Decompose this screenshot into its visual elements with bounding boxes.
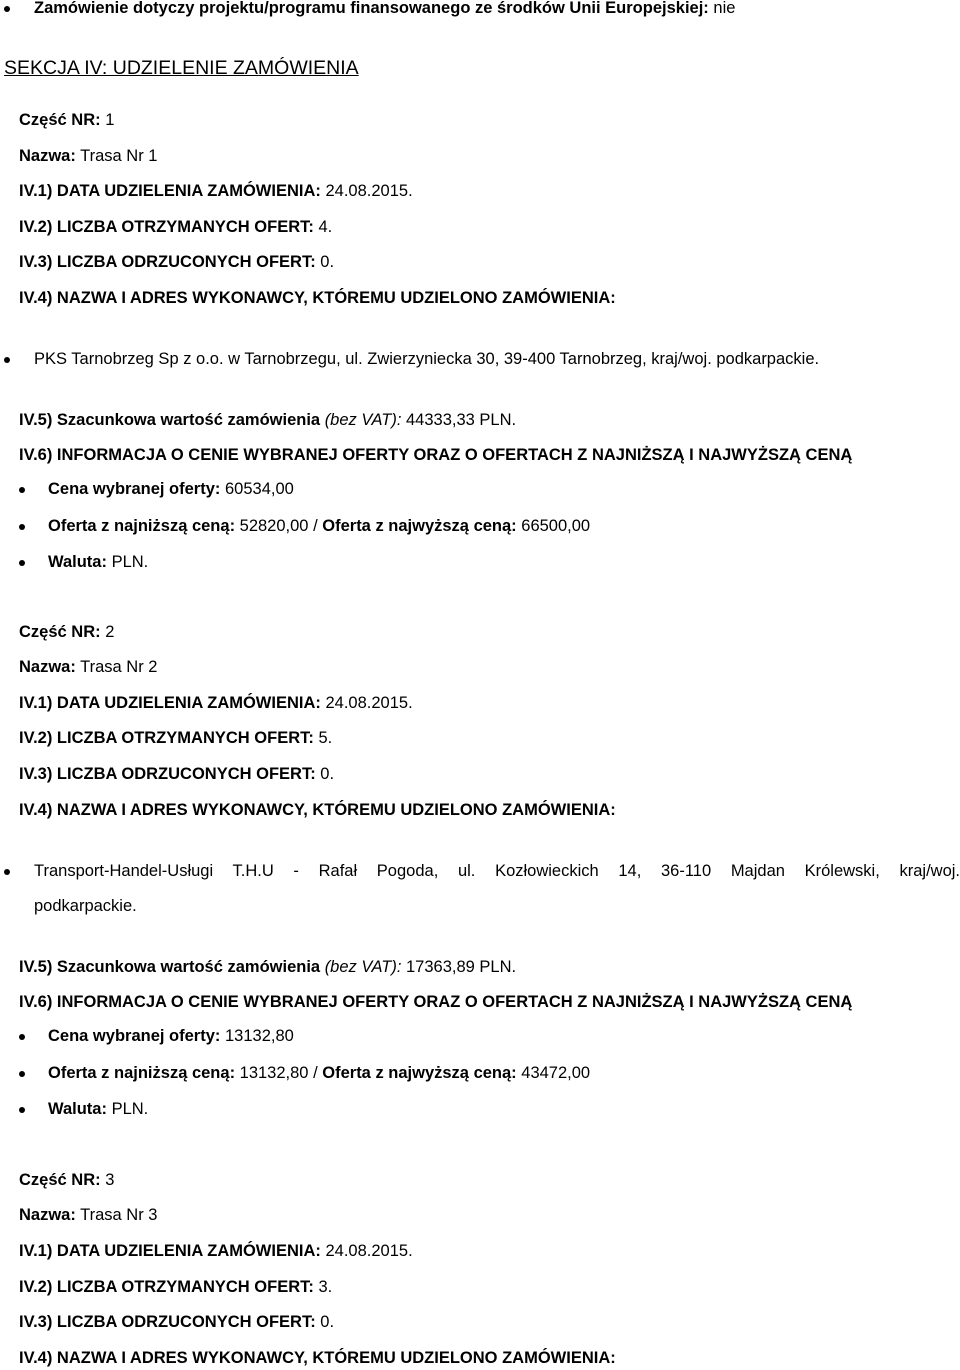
part-label: Część NR: bbox=[19, 623, 101, 641]
currency-value: PLN. bbox=[111, 1100, 149, 1118]
eu-funding-value: nie bbox=[713, 0, 736, 17]
offers-count-line bbox=[19, 728, 332, 748]
offers-count-label: IV.2) LICZBA OTRZYMANYCH OFERT: bbox=[19, 218, 314, 236]
award-date-line bbox=[19, 1241, 413, 1261]
price-separator: / bbox=[313, 1064, 318, 1082]
eu-funding-label: Zamówienie dotyczy projektu/programu finansowanego ze środków Unii Europejskiej: bbox=[34, 0, 709, 17]
bullet-icon bbox=[4, 6, 10, 12]
award-date-label: IV.1) DATA UDZIELENIA ZAMÓWIENIA: bbox=[19, 1242, 321, 1260]
selected-price-label: Cena wybranej oferty: bbox=[48, 1027, 221, 1045]
rejected-count-line bbox=[19, 1312, 334, 1332]
section-title: SEKCJA IV: UDZIELENIE ZAMÓWIENIA bbox=[4, 57, 359, 79]
eu-funding-line bbox=[34, 0, 735, 18]
part-number-line bbox=[19, 1170, 114, 1190]
lowest-highest-line bbox=[48, 1063, 590, 1083]
offers-count-label: IV.2) LICZBA OTRZYMANYCH OFERT: bbox=[19, 729, 314, 747]
part-label: Część NR: bbox=[19, 1171, 101, 1189]
part-name: Trasa Nr 2 bbox=[80, 658, 158, 676]
bullet-icon bbox=[4, 869, 10, 875]
rejected-count-line bbox=[19, 764, 334, 784]
award-date-value: 24.08.2015. bbox=[325, 1242, 413, 1260]
part-name-line bbox=[19, 1205, 157, 1225]
bullet-icon bbox=[19, 1107, 25, 1113]
highest-price-value: 66500,00 bbox=[521, 517, 591, 535]
bullet-icon bbox=[19, 1071, 25, 1077]
highest-price-value: 43472,00 bbox=[521, 1064, 591, 1082]
offers-count-value: 4. bbox=[318, 218, 333, 236]
lowest-highest-line bbox=[48, 516, 590, 536]
estimate-label: IV.5) Szacunkowa wartość zamówienia bbox=[19, 411, 321, 429]
currency-line bbox=[48, 552, 148, 572]
offers-count-label: IV.2) LICZBA OTRZYMANYCH OFERT: bbox=[19, 1278, 314, 1296]
part-number-line bbox=[19, 110, 114, 130]
lowest-price-value: 52820,00 bbox=[239, 517, 309, 535]
contractor-heading: IV.4) NAZWA I ADRES WYKONAWCY, KTÓREMU UDZIELONO ZAMÓWIENIA: bbox=[19, 801, 616, 819]
estimate-vat-label: (bez VAT): bbox=[324, 411, 402, 429]
lowest-price-value: 13132,80 bbox=[239, 1064, 309, 1082]
award-date-label: IV.1) DATA UDZIELENIA ZAMÓWIENIA: bbox=[19, 694, 321, 712]
estimate-vat-label: (bez VAT): bbox=[324, 958, 402, 976]
contractor-address: Transport-Handel-Usługi T.H.U - Rafał Pogoda, ul. Kozłowieckich 14, 36-110 Majdan Królewski, kraj/woj. bbox=[34, 862, 960, 880]
award-date-value: 24.08.2015. bbox=[325, 182, 413, 200]
part-name-line bbox=[19, 657, 157, 677]
name-label: Nazwa: bbox=[19, 658, 76, 676]
award-date-label: IV.1) DATA UDZIELENIA ZAMÓWIENIA: bbox=[19, 182, 321, 200]
bullet-icon bbox=[19, 560, 25, 566]
rejected-count-line bbox=[19, 252, 334, 272]
award-date-value: 24.08.2015. bbox=[325, 694, 413, 712]
rejected-count-label: IV.3) LICZBA ODRZUCONYCH OFERT: bbox=[19, 1313, 316, 1331]
part-number: 3 bbox=[105, 1171, 115, 1189]
selected-price-value: 13132,80 bbox=[224, 1027, 294, 1045]
selected-price-value: 60534,00 bbox=[224, 480, 294, 498]
award-date-line bbox=[19, 693, 413, 713]
selected-price-line bbox=[48, 479, 294, 499]
rejected-count-value: 0. bbox=[320, 765, 335, 783]
part-name-line bbox=[19, 146, 157, 166]
estimate-line bbox=[19, 410, 516, 430]
currency-value: PLN. bbox=[111, 553, 149, 571]
currency-label: Waluta: bbox=[48, 553, 107, 571]
contractor-heading: IV.4) NAZWA I ADRES WYKONAWCY, KTÓREMU UDZIELONO ZAMÓWIENIA: bbox=[19, 289, 616, 307]
price-info-heading: IV.6) INFORMACJA O CENIE WYBRANEJ OFERTY ORAZ O OFERTACH Z NAJNIŻSZĄ I NAJWYŻSZĄ CENĄ bbox=[19, 446, 853, 464]
rejected-count-value: 0. bbox=[320, 1313, 335, 1331]
currency-line bbox=[48, 1099, 148, 1119]
contractor-address: PKS Tarnobrzeg Sp z o.o. w Tarnobrzegu, ul. Zwierzyniecka 30, 39-400 Tarnobrzeg, kraj/woj. podkarpackie. bbox=[34, 350, 820, 368]
offers-count-line bbox=[19, 1277, 332, 1297]
lowest-price-label: Oferta z najniższą ceną: bbox=[48, 1064, 236, 1082]
selected-price-line bbox=[48, 1026, 294, 1046]
contractor-heading: IV.4) NAZWA I ADRES WYKONAWCY, KTÓREMU UDZIELONO ZAMÓWIENIA: bbox=[19, 1349, 616, 1367]
part-number: 2 bbox=[105, 623, 115, 641]
rejected-count-label: IV.3) LICZBA ODRZUCONYCH OFERT: bbox=[19, 765, 316, 783]
estimate-label: IV.5) Szacunkowa wartość zamówienia bbox=[19, 958, 321, 976]
bullet-icon bbox=[19, 1034, 25, 1040]
price-info-heading: IV.6) INFORMACJA O CENIE WYBRANEJ OFERTY ORAZ O OFERTACH Z NAJNIŻSZĄ I NAJWYŻSZĄ CENĄ bbox=[19, 993, 853, 1011]
estimate-line bbox=[19, 957, 516, 977]
part-number: 1 bbox=[105, 111, 115, 129]
part-label: Część NR: bbox=[19, 111, 101, 129]
currency-label: Waluta: bbox=[48, 1100, 107, 1118]
part-number-line bbox=[19, 622, 114, 642]
bullet-icon bbox=[19, 524, 25, 530]
offers-count-line bbox=[19, 217, 332, 237]
rejected-count-value: 0. bbox=[320, 253, 335, 271]
bullet-icon bbox=[19, 487, 25, 493]
offers-count-value: 5. bbox=[318, 729, 333, 747]
rejected-count-label: IV.3) LICZBA ODRZUCONYCH OFERT: bbox=[19, 253, 316, 271]
contractor-address-cont: podkarpackie. bbox=[34, 897, 137, 915]
lowest-price-label: Oferta z najniższą ceną: bbox=[48, 517, 236, 535]
name-label: Nazwa: bbox=[19, 1206, 76, 1224]
price-separator: / bbox=[313, 517, 318, 535]
selected-price-label: Cena wybranej oferty: bbox=[48, 480, 221, 498]
name-label: Nazwa: bbox=[19, 147, 76, 165]
bullet-icon bbox=[4, 357, 10, 363]
offers-count-value: 3. bbox=[318, 1278, 333, 1296]
part-name: Trasa Nr 3 bbox=[80, 1206, 158, 1224]
highest-price-label: Oferta z najwyższą ceną: bbox=[322, 1064, 517, 1082]
estimate-value: 17363,89 PLN. bbox=[406, 958, 517, 976]
highest-price-label: Oferta z najwyższą ceną: bbox=[322, 517, 517, 535]
estimate-value: 44333,33 PLN. bbox=[406, 411, 517, 429]
part-name: Trasa Nr 1 bbox=[80, 147, 158, 165]
award-date-line bbox=[19, 181, 413, 201]
